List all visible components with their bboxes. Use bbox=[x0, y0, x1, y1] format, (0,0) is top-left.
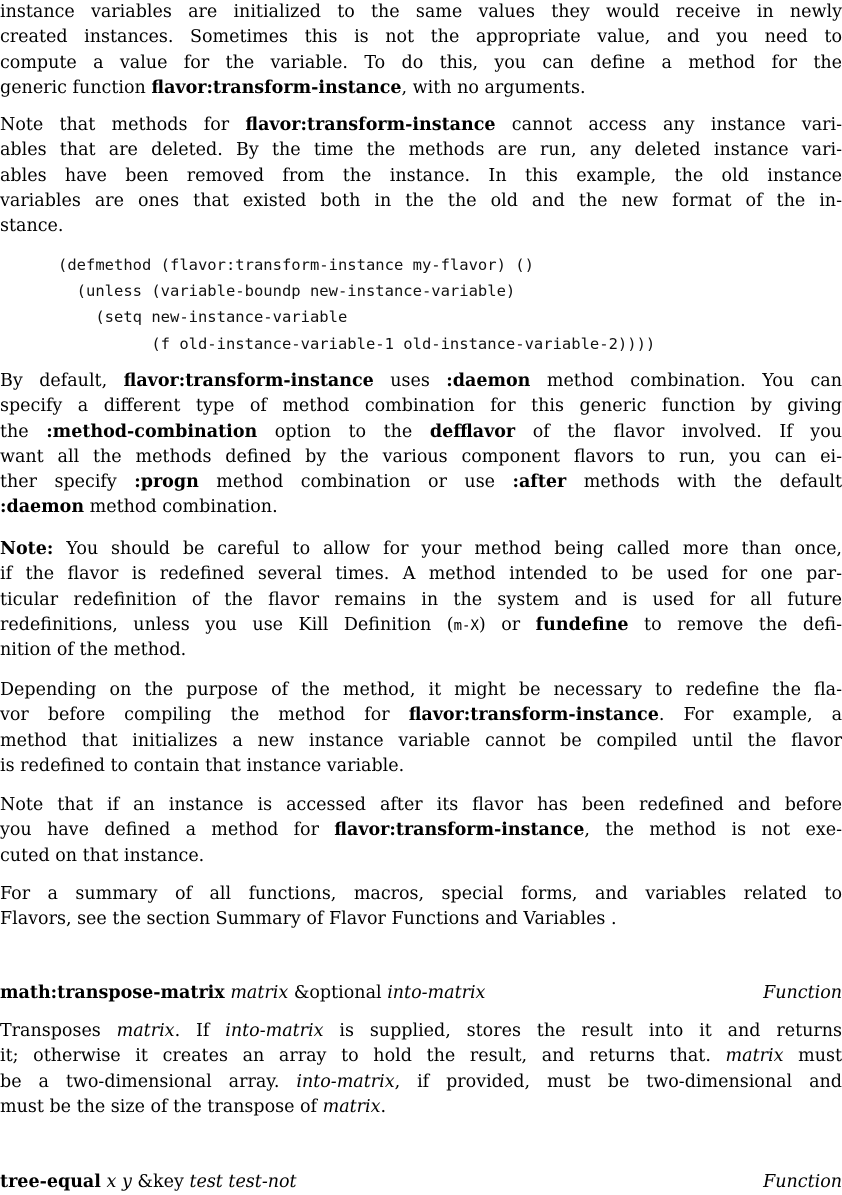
function-entry-header bbox=[0, 981, 842, 1006]
function-description bbox=[0, 1019, 842, 1120]
text-run: , if provided, must be two-dimensional and bbox=[394, 1071, 842, 1092]
function-entry-header bbox=[0, 1170, 842, 1195]
code-line: (f old-instance-variable-1 old-instance-variable-2)))) bbox=[58, 334, 656, 353]
text-run: ) or bbox=[478, 614, 536, 635]
function-name: math:transpose-matrix bbox=[0, 983, 225, 1003]
text-run: :daemon bbox=[0, 497, 85, 518]
text-run: if the flavor is redefined several times. A method intended to be used for one par- bbox=[0, 564, 842, 585]
entry-category: Function bbox=[763, 1172, 842, 1192]
text-line bbox=[0, 138, 842, 163]
code-line: (defmethod (flavor:transform-instance my-flavor) () bbox=[58, 256, 534, 274]
text-run: compute a value for the variable. To do this, you can define a method for the bbox=[0, 52, 842, 73]
entry-category: Function bbox=[763, 983, 842, 1003]
text-run: it; otherwise it creates an array to hold the result, and returns that. bbox=[0, 1046, 726, 1067]
text-line bbox=[0, 613, 842, 638]
text-line bbox=[0, 113, 842, 138]
intro-paragraph bbox=[0, 0, 842, 101]
accessed-paragraph bbox=[0, 793, 842, 869]
text-run: flavor:transform-instance bbox=[123, 371, 374, 391]
code-line: (setq new-instance-variable bbox=[58, 308, 348, 327]
text-line bbox=[0, 164, 842, 189]
note-label: Note: bbox=[0, 539, 54, 559]
text-line bbox=[0, 793, 842, 818]
text-run: ables that are deleted. By the time the methods are run, any deleted instance vari- bbox=[0, 140, 842, 161]
text-line bbox=[0, 1044, 842, 1069]
arg: y bbox=[121, 1172, 132, 1192]
text-run: option to the bbox=[257, 421, 430, 442]
text-line bbox=[0, 1070, 842, 1095]
text-line bbox=[0, 907, 842, 932]
text-run: :progn bbox=[134, 472, 199, 493]
text-run: uses bbox=[373, 371, 447, 391]
text-line bbox=[0, 470, 842, 495]
text-run: vor before compiling the method for bbox=[0, 705, 409, 726]
text-line bbox=[0, 588, 842, 613]
text-run: created instances. Sometimes this is not the appropriate value, and you need to bbox=[0, 27, 842, 48]
text-line bbox=[0, 882, 842, 907]
text-run: you have defined a method for bbox=[0, 820, 335, 841]
text-run: generic function bbox=[0, 77, 152, 98]
text-run: cuted on that instance. bbox=[0, 845, 205, 866]
text-run: method combination. bbox=[84, 497, 278, 518]
arg: into-matrix bbox=[387, 983, 486, 1003]
text-run: fundefine bbox=[535, 614, 629, 635]
text-run: stance. bbox=[0, 216, 64, 237]
text-run: matrix bbox=[322, 1096, 381, 1117]
text-run: For a summary of all functions, macros, special forms, and variables related to bbox=[0, 884, 842, 904]
generic-function-name: flavor:transform-instance bbox=[151, 77, 402, 98]
text-run: is supplied, stores the result into it and returns bbox=[323, 1021, 842, 1041]
text-line bbox=[0, 369, 842, 394]
text-line bbox=[0, 495, 842, 520]
text-run: . bbox=[380, 1096, 387, 1117]
text-run: Transposes bbox=[0, 1021, 117, 1041]
text-line bbox=[0, 729, 842, 754]
text-run: ther specify bbox=[0, 472, 135, 493]
summary-paragraph bbox=[0, 882, 842, 933]
text-run: want all the methods defined by the various component flavors to run, you can ei- bbox=[0, 446, 842, 467]
text-run: . If bbox=[174, 1021, 226, 1041]
text-run: Flavors, see the section Summary of Flavor Functions and Variables . bbox=[0, 909, 617, 930]
text-run: Depending on the purpose of the method, it might be necessary to redefine the fla- bbox=[0, 680, 842, 700]
text-run: :daemon bbox=[446, 371, 531, 391]
text-run: flavor:transform-instance bbox=[334, 820, 585, 841]
key-binding: m-X bbox=[453, 617, 479, 634]
arg: test-not bbox=[228, 1172, 297, 1192]
text-line bbox=[0, 562, 842, 587]
text-line bbox=[0, 1019, 842, 1044]
depending-paragraph bbox=[0, 678, 842, 779]
text-run: flavor:transform-instance bbox=[408, 705, 659, 726]
text-line bbox=[0, 818, 842, 843]
text-run: redefinitions, unless you use Kill Definition ( bbox=[0, 614, 454, 635]
lambda-keyword: &optional bbox=[293, 983, 382, 1003]
text-run: is redefined to contain that instance variable. bbox=[0, 755, 405, 776]
default-combination-paragraph bbox=[0, 369, 842, 521]
text-line bbox=[0, 25, 842, 50]
text-run: cannot access any instance vari- bbox=[495, 115, 842, 135]
text-run: You should be careful to allow for your method being called more than once, bbox=[53, 539, 842, 559]
text-run: nition of the method. bbox=[0, 640, 187, 661]
text-line bbox=[0, 394, 842, 419]
text-run: must be the size of the transpose of bbox=[0, 1096, 323, 1117]
deleted-variables-paragraph bbox=[0, 113, 842, 239]
text-run: instance variables are initialized to the same values they would receive in newly bbox=[0, 2, 842, 22]
text-line bbox=[0, 0, 842, 25]
text-line bbox=[0, 214, 842, 239]
text-line bbox=[0, 678, 842, 703]
text-run: be a two-dimensional array. bbox=[0, 1071, 297, 1092]
generic-function-name: flavor:transform-instance bbox=[245, 115, 496, 135]
text-line bbox=[0, 189, 842, 214]
text-run: By default, bbox=[0, 371, 124, 391]
text-line bbox=[0, 703, 842, 728]
text-run: must bbox=[783, 1046, 842, 1067]
text-run: into-matrix bbox=[296, 1071, 395, 1092]
arg: matrix bbox=[230, 983, 289, 1003]
text-run: variables are ones that existed both in the the old and the new format of the in- bbox=[0, 190, 842, 211]
text-line bbox=[0, 537, 842, 562]
text-line bbox=[0, 445, 842, 470]
text-line bbox=[0, 1095, 842, 1120]
text-line bbox=[0, 754, 842, 779]
text-line bbox=[0, 420, 842, 445]
text-line bbox=[0, 76, 842, 101]
text-run: , the method is not exe- bbox=[584, 820, 842, 841]
function-name: tree-equal bbox=[0, 1172, 101, 1192]
text-run: specify a different type of method combination for this generic function by giving bbox=[0, 396, 842, 417]
text-run: ticular redefinition of the flavor remains in the system and is used for all future bbox=[0, 589, 842, 610]
text-run: ables have been removed from the instance. In this example, the old instance bbox=[0, 165, 842, 186]
code-example bbox=[58, 252, 655, 357]
arg: x bbox=[106, 1172, 117, 1192]
text-run: into-matrix bbox=[225, 1021, 324, 1041]
arg: test bbox=[189, 1172, 223, 1192]
text-run: method that initializes a new instance variable cannot be compiled until the flavor bbox=[0, 730, 842, 751]
text-run: . For example, a bbox=[658, 705, 842, 726]
careful-note-paragraph bbox=[0, 537, 842, 663]
text-run: :method-combination bbox=[46, 421, 258, 442]
text-line bbox=[0, 638, 842, 663]
text-run: methods with the default bbox=[566, 472, 842, 493]
text-run: method combination. You can bbox=[530, 371, 842, 391]
code-line: (unless (variable-boundp new-instance-variable) bbox=[58, 282, 516, 301]
text-run: Note that methods for bbox=[0, 115, 246, 135]
lambda-keyword: &key bbox=[137, 1172, 184, 1192]
text-run: :after bbox=[512, 472, 567, 493]
text-line bbox=[0, 51, 842, 76]
text-run: to remove the defi- bbox=[628, 614, 842, 635]
text-run: matrix bbox=[116, 1021, 175, 1041]
text-run: matrix bbox=[725, 1046, 784, 1067]
text-run: method combination or use bbox=[198, 472, 513, 493]
text-run: defflavor bbox=[429, 421, 516, 442]
text-run: , with no arguments. bbox=[401, 77, 586, 98]
text-run: the bbox=[0, 421, 47, 442]
text-run: of the flavor involved. If you bbox=[515, 421, 842, 442]
text-line bbox=[0, 844, 842, 869]
text-run: Note that if an instance is accessed after its flavor has been redefined and before bbox=[0, 795, 842, 815]
